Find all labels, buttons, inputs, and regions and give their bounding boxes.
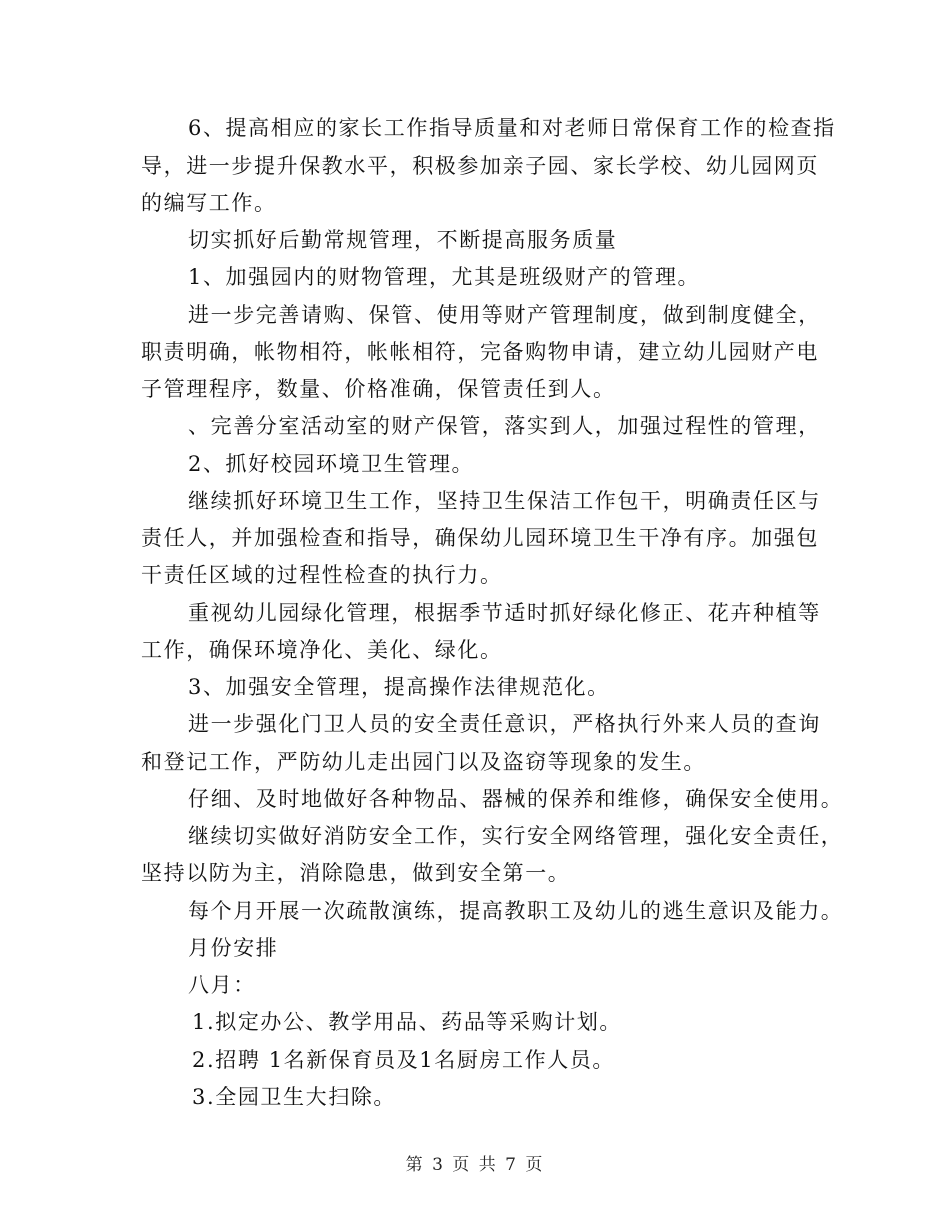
section-heading: 切实抓好后勤常规管理，不断提高服务质量 — [188, 228, 618, 252]
text-line: 继续抓好环境卫生工作，坚持卫生保洁工作包干，明确责任区与 — [188, 489, 821, 513]
list-item: 1.拟定办公、教学用品、药品等采购计划。 — [192, 1010, 623, 1034]
text-line: 进一步强化门卫人员的安全责任意识，严格执行外来人员的查询 — [188, 712, 821, 736]
page-number-footer: 第 3 页 共 7 页 — [405, 1155, 545, 1175]
text-line: 1、加强园内的财物管理，尤其是班级财产的管理。 — [188, 265, 701, 289]
text-line: 6、提高相应的家长工作指导质量和对老师日常保育工作的检查指 — [188, 116, 836, 140]
text-line: 3、加强安全管理，提高操作法律规范化。 — [188, 675, 610, 699]
text-line: 责任人，并加强检查和指导，确保幼儿园环境卫生干净有序。加强包 — [141, 526, 819, 550]
text-line: 子管理程序，数量、价格准确，保管责任到人。 — [141, 377, 616, 401]
text-line: 继续切实做好消防安全工作，实行安全网络管理，强化安全责任， — [188, 824, 844, 848]
text-line: 和登记工作，严防幼儿走出园门以及盗窃等现象的发生。 — [141, 750, 706, 774]
text-line: 的编写工作。 — [141, 191, 277, 215]
text-line: 八月： — [188, 973, 256, 997]
text-line: 每个月开展一次疏散演练，提高教职工及幼儿的逃生意识及能力。 — [188, 899, 844, 923]
text-line: 、完善分室活动室的财产保管，落实到人，加强过程性的管理， — [188, 414, 821, 438]
text-line: 工作，确保环境净化、美化、绿化。 — [141, 638, 503, 662]
text-line: 导，进一步提升保教水平，积极参加亲子园、家长学校、幼儿园网页 — [141, 154, 819, 178]
text-line: 2、抓好校园环境卫生管理。 — [188, 452, 475, 476]
text-line: 干责任区域的过程性检查的执行力。 — [141, 563, 503, 587]
text-line: 职责明确，帐物相符，帐帐相符，完备购物申请，建立幼儿园财产电 — [141, 340, 819, 364]
section-heading: 月份安排 — [188, 936, 279, 960]
text-line: 坚持以防为主，消除隐患，做到安全第一。 — [141, 861, 571, 885]
text-line: 重视幼儿园绿化管理，根据季节适时抓好绿化修正、花卉种植等 — [188, 601, 821, 625]
text-line: 进一步完善请购、保管、使用等财产管理制度，做到制度健全， — [188, 303, 821, 327]
list-item: 2.招聘 1名新保育员及1名厨房工作人员。 — [192, 1048, 616, 1072]
text-line: 仔细、及时地做好各种物品、器械的保养和维修，确保安全使用。 — [188, 787, 844, 811]
list-item: 3.全园卫生大扫除。 — [192, 1085, 397, 1109]
